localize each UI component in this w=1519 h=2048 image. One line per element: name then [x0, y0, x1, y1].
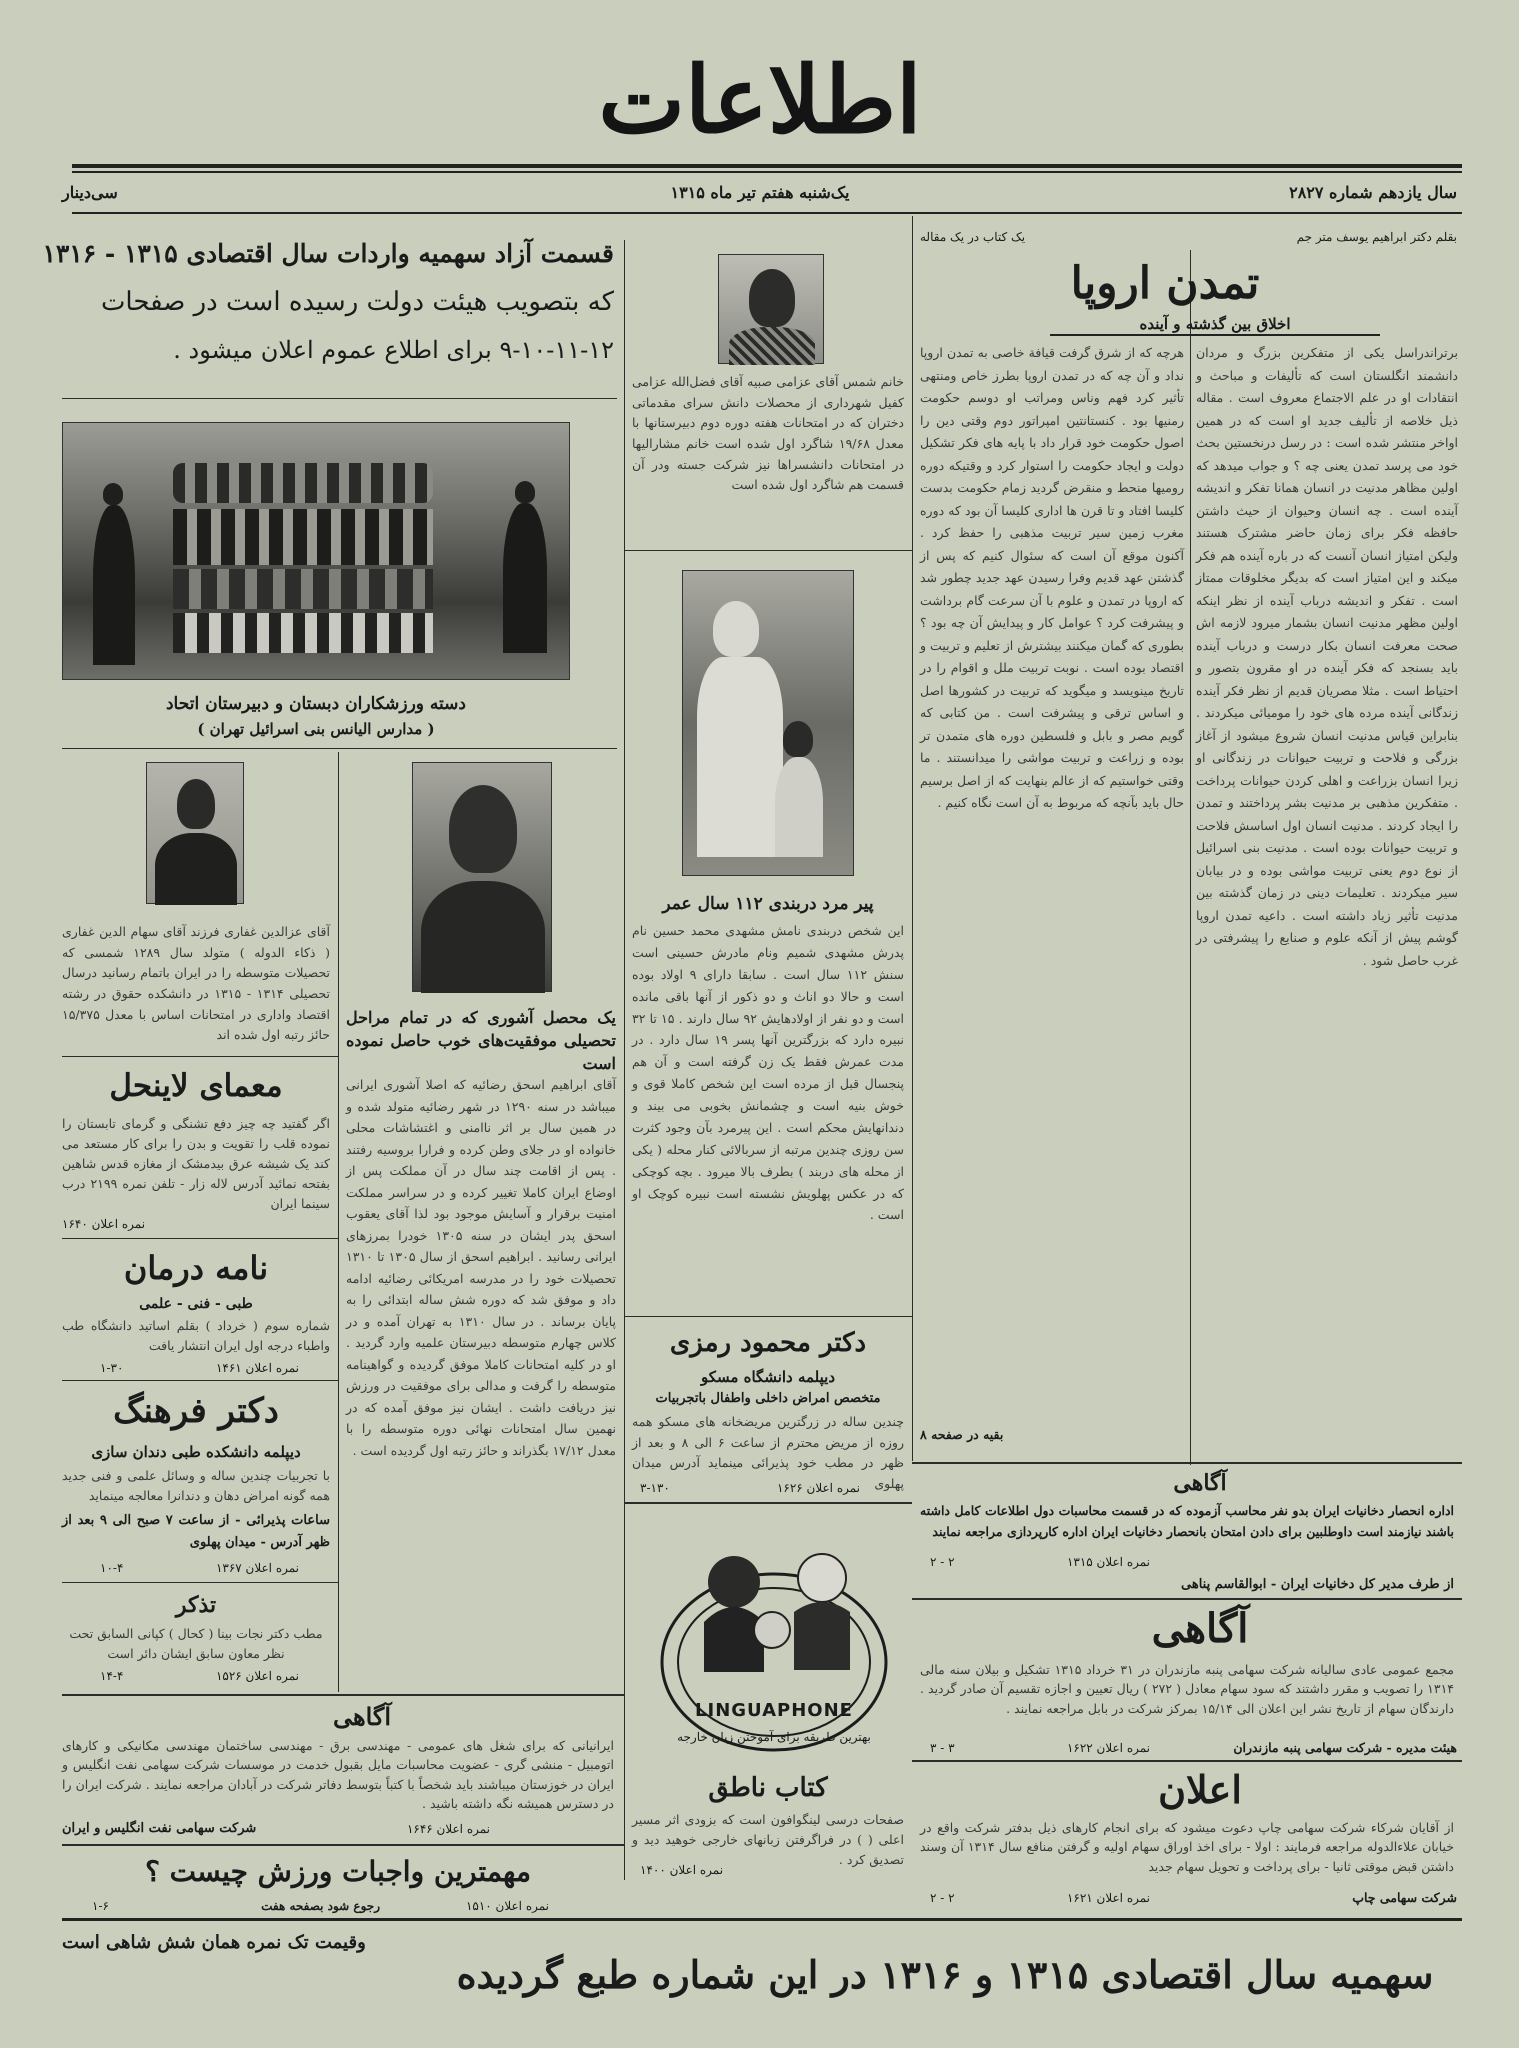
reminder-notice-no: نمره اعلان ۱۵۲۶: [215, 1669, 299, 1683]
issue-info: سال یازدهم شماره ۲۸۲۷: [1289, 183, 1457, 202]
reminder-title: تذکر: [175, 1592, 217, 1618]
medicine-line-1: طبی - فنی - علمی: [139, 1296, 253, 1312]
dentist-subtitle: دیپلمه دانشکده طبی دندان سازی: [91, 1443, 301, 1461]
enigma-title: معمای لاینحل: [109, 1068, 283, 1104]
sport-headline: مهمترین واجبات ورزش چیست ؟: [145, 1855, 531, 1888]
budget-line-3: ۹-۱۰-۱۱-۱۲ برای اطلاع عموم اعلان میشود .: [173, 336, 614, 364]
europe-byline: بقلم دکتر ابراهیم یوسف متر جم: [1296, 230, 1457, 244]
mazandaran-title: آگاهی: [1151, 1605, 1249, 1652]
doctor-line-2: متخصص امراض داخلی واطفال باتجربیات: [655, 1391, 881, 1406]
print-notice-no: نمره اعلان ۱۶۲۱: [1066, 1891, 1150, 1905]
print-notice-code: ۲ - ۲: [930, 1891, 955, 1905]
mazandaran-code: ۳ - ۳: [930, 1741, 955, 1755]
medicine-body: شماره سوم ( خرداد ) بقلم اساتید دانشگاه طب واطباء درجه اول ایران انتشار یافت: [62, 1318, 330, 1353]
girl-caption: خانم شمس آقای عزامی صبیه آقای فضل‌الله عزامی کفیل شهرداری از محصلات دانش سرای مقدماتی دختران که در امتحانات هفته دوره دوم دبیرستانها با معدل ۱۹/۶۸ شاگرد اول شده است خانم مشارالیها در امتحانات دانشسراها نیز شرکت جسته ودر آن قسمت هم شاگرد اول شده است: [632, 374, 904, 493]
oil-notice-signature: شرکت سهامی نفت انگلیس و ایران: [62, 1821, 257, 1836]
footer-headline: سهمیه سال اقتصادی ۱۳۱۵ و ۱۳۱۶ در این شماره طبع گردیده: [456, 1952, 1434, 1997]
column-divider: [1190, 250, 1191, 1465]
europe-continued: بقیه در صفحه ۸: [920, 1427, 1004, 1442]
old-man-body: این شخص دربندی نامش مشهدی محمد حسین نام پدرش مشهدی شمیم ونام مادرش حسینی است سنش ۱۱۲ سال است . سابقا دارای ۹ اولاد بوده است و حالا دو اناث و دو ذکور از آنها باقی مانده است و دو نفر از اولادهایش ۹۲ سال دارند . ۱۵ تا ۳۲ نبیره دارد که بزرگترین آنها پسر ۱۹ سال دارد . در مدت عمرش فقط یک زن گرفته است و آن هم پنجسال قبل از مرده است این شخص کاملا قوی و خوش بنیه است و چشمانش بخوبی می بیند و دندانهایش محکم است . این پیرمرد بآن وجود کثرت سن روزی چندین مرتبه از سربالائی کنار محله ( یکی از محله های دربند ) بطرف بالا میرود . بچه کوچکی که در عکس پهلویش نشسته است نبیره کوچک او است .: [632, 923, 904, 1223]
doctor-notice-no: نمره اعلان ۱۶۲۶: [776, 1481, 860, 1495]
mazandaran-body: مجمع عمومی عادی سالیانه شرکت سهامی پنبه مازندران در ۳۱ خرداد ۱۳۱۵ تشکیل و بیلان سنه مالی ۱۳۱۴ را تصویب و مقرر داشتند که سود سهام معادل ( ۲۷۲ ) ریال تعیین و اجازه تقسیم آن صادر گردید . دارندگان سهام از تاریخ نشر این اعلان الی ۱۵/۱۴ بمرکز شرکت در بابل مراجعه نمایند .: [920, 1662, 1454, 1716]
doctor-name: دکتر محمود رمزی: [669, 1328, 867, 1358]
medicine-title: نامه درمان: [123, 1249, 269, 1287]
enigma-notice-no: نمره اعلان ۱۶۴۰: [62, 1217, 146, 1231]
column-divider: [338, 752, 339, 1692]
sport-code: ۱-۶: [92, 1899, 109, 1913]
linguaphone-brand: LINGUAPHONE: [695, 1700, 853, 1721]
budget-line-2: که بتصویب هیئت دولت رسیده است در صفحات: [100, 287, 614, 317]
europe-subtitle: اخلاق بین گذشته و آینده: [1050, 312, 1380, 336]
team-photo: [62, 422, 570, 680]
mazandaran-signature: هیئت مدیره - شرکت سهامی پنبه مازندران: [1233, 1740, 1457, 1755]
medicine-notice-no: نمره اعلان ۱۴۶۱: [215, 1361, 299, 1375]
oil-notice-title: آگاهی: [332, 1702, 392, 1731]
europe-column-left: هرچه که از شرق گرفت قیافة خاصی به تمدن اروپا نداد و آن چه که در تمدن اروپا بطرز خاص ومنتهی تأثیر کرد فهم وناس ومراتب او دوسم حکومت رمنیها بود . کنستانتین امپراتور دوم وقتی دین را اصول حکومت خود قرار داد با پایه های فکر تشکیل دولت و ایجاد حکومت را استوار کرد و وقتیکه دوره رومیها منحط و منقرض گردید زمام حکومت بدست کلیسا افتاد و تا قرن ها اداری کلیسا آن بود که دوره مغرب زمین سیر تربیت مذهبی را حفظ کرد . آکنون موقع آن است که سئوال کنیم که پس از گذشتن عهد قدیم وفرا رسیدن عهد جدید چطور شد که اروپا در تمدن و علوم با آن سرعت گام برداشت و پیشرفت کرد ؟ عوامل کار و پیدایش آن چه بود ؟ بطوری که گمان میکنند بیشترش از تعلیم و تربیت و اقتصاد بوده است . نوبت تربیت ملل و اقوام را در تاریخ مینویسد و میگوید که تربیت در کشورها اصل و اساس ترقی و پیشرفت است . من کتابی که گویم مصر و بابل و فلسطین دوره های متمدن تر بوده و زراعت و تربیت مواشی را میدانستند . ما وقتی خواستیم که از عالم بنهایت که از اصل برسیم حال باید بآنچه که مربوط به آن است نگاه کنیم .: [920, 345, 1184, 810]
dentist-body: با تجربیات چندین ساله و وسائل علمی و فنی جدید همه گونه امراض دهان و دندانرا معالجه مینماید: [62, 1468, 330, 1503]
team-caption-2: ( مدارس الیانس بنی اسرائیل تهران ): [197, 720, 435, 738]
ghaffari-photo: [146, 762, 244, 904]
dentist-code: ۱۰-۴: [100, 1561, 124, 1575]
print-notice-body: از آقایان شرکاء شرکت سهامی چاپ دعوت میشود که برای انجام کارهای ذیل بدفتر شرکت واقع در خیابان علاءالدوله مراجعه فرمایند : اولا - برای اخذ اوراق سهام اولیه و گرفتن منافع سال ۱۳۱۴ آن وسند داشتن قبض موقتی ثانیا - برای پرداخت و تحویل سهام جدید: [920, 1820, 1454, 1874]
masthead-rule-bottom: [72, 171, 1462, 173]
tobacco-signature: از طرف مدیر کل دخانیات ایران - ابوالقاسم پناهی: [1181, 1577, 1454, 1592]
tobacco-notice-no: نمره اعلان ۱۳۱۵: [1066, 1555, 1150, 1569]
oil-notice-no: نمره اعلان ۱۶۴۶: [406, 1822, 490, 1836]
print-notice-signature: شرکت سهامی چاپ: [1352, 1890, 1457, 1905]
sport-note: رجوع شود بصفحه هفت: [261, 1899, 380, 1913]
old-man-headline: پیر مرد دربندی ۱۱۲ سال عمر: [662, 894, 874, 914]
linguaphone-notice-no: نمره اعلان ۱۴۰۰: [640, 1863, 724, 1877]
dentist-title: دکتر فرهنگ: [113, 1391, 279, 1431]
budget-line-1: قسمت آزاد سهمیه واردات سال اقتصادی ۱۳۱۵ - ۱۳۱۶: [42, 239, 614, 268]
print-notice-title: اعلان: [1158, 1767, 1242, 1812]
masthead-title: اطلاعات: [598, 46, 922, 154]
tobacco-body: اداره انحصار دخانیات ایران بدو نفر محاسب آزموده که در قسمت محاسبات دول اطلاعات کامل داشته باشند نیازمند است داوطلبین برای دادن امتحان بانحصار دخانیات ایران اداره کارپردازی مراجعه نمایند: [920, 1503, 1454, 1540]
masthead-rule-top: [72, 164, 1462, 168]
dentist-hours: ساعات پذیرائی - از ساعت ۷ صبح الی ۹ بعد از ظهر آدرس - میدان پهلوی: [62, 1513, 330, 1551]
tobacco-code: ۲ - ۲: [930, 1555, 955, 1569]
column-divider: [624, 240, 625, 1880]
europe-title: تمدن اروپا: [1070, 258, 1260, 309]
linguaphone-title: کتاب ناطق: [708, 1773, 828, 1803]
doctor-body: چندین ساله در زرگترین مریضخانه های مسکو همه روزه از مریض محترم از ساعت ۶ الی ۸ و بعد از ظهر در مطب خود پذیرائی مینماید آدرس میدان پهلوی: [632, 1414, 904, 1491]
footer-price-note: وقیمت تک نمره همان شش شاهی است: [62, 1932, 366, 1953]
sport-notice-no: نمره اعلان ۱۵۱۰: [465, 1899, 549, 1913]
linguaphone-ring-text: بهترین طریقه برای آموختن زبان خارجه: [677, 1730, 871, 1744]
issue-date: یک‌شنبه هفتم تیر ماه ۱۳۱۵: [670, 183, 850, 202]
issue-price: سی‌دینار: [62, 183, 118, 202]
medicine-code: ۱-۳۰: [100, 1361, 124, 1375]
enigma-body: اگر گفتید چه چیز دفع تشنگی و گرمای تابستان را نموده قلب را تقویت و بدن را برای کار مستعد می کند یک شیشه عرق بیدمشک از مغازه قدس شاهین بفتحه نمائید آدرس لاله زار - تلفن نمره ۲۱۹۹ درب سینما ایران: [62, 1116, 330, 1211]
reminder-code: ۱۴-۴: [100, 1669, 124, 1683]
ashouri-photo: [412, 762, 552, 992]
ashouri-headline: یک محصل آشوری که در تمام مراحل تحصیلی موفقیت‌های خوب حاصل نموده است: [346, 1008, 616, 1074]
reminder-body: مطب دکتر نجات بینا ( کحال ) کپانی السابق تحت نظر معاون سابق ایشان دائر است: [69, 1626, 323, 1661]
ashouri-body: آقای ابراهیم اسحق رضائیه که اصلا آشوری ایرانی میباشد در سنه ۱۲۹۰ در شهر رضائیه متولد شده و در همین سال بر اثر ناامنی و اغتشاشات محلی خانواده او در جلای وطن کرده و فرارا بروسیه رفتند . پس از اقامت چند سال در آن مملکت پس از اوضاع ایران کاملا تغییر کرده و در سراسر مملکت امنیت برقرار و آسایش موجود بود لذا آقای یعقوب اسحق پدر ایشان در سنه ۱۳۰۵ خودرا بمرزهای ایرانی رسانید . ابراهیم اسحق از سال ۱۳۰۵ تا ۱۳۱۰ تحصیلات خود را در مدرسه امریکائی رضائیه ادامه داد و موفق شد که دوره شش ساله ابتدائی را به پایان برساند . در سال ۱۳۱۰ به تهران آمده و در کلاس چهارم متوسطه دبیرستان علمیه وارد گردید . او در کلیه امتحانات کاملا موفق گردیده و گواهینامه متوسطه را گرفت و مدالی برای موفقیت در ورزش نیز دریافت داشت . ایشان نیز موفق آمده که در نهمین سال امتحانات نهائی دوره متوسطه را با معدل ۱۷/۱۲ بگذراند و حائز رتبه اول گردیده است .: [346, 1077, 617, 1458]
girl-photo: [718, 254, 824, 364]
footer-rule: [62, 1918, 1462, 1921]
oil-notice-body: ایرانیانی که برای شغل های عمومی - مهندسی برق - مهندسی ساختمان مهندسی مکانیکی و کارهای اتومبیل - منشی گری - عضویت محاسبات مایل بقبول خدمت در موسسات شرکت سهامی نفت انگلیس و ایران در خوزستان میباشند باید شخصاً با کتباً بتوسط دفاتر شرکت در آبادان مراجعه نمایند . شرکت ایران را در دسترس همیشه نگه داشته باشید .: [62, 1738, 614, 1812]
column-divider: [912, 216, 913, 1461]
doctor-line-1: دیپلمه دانشگاه مسکو: [700, 1368, 836, 1386]
linguaphone-body: صفحات درسی لینگوافون است که بزودی اثر مسیر اعلی ( ) در فراگرفتن زبانهای خارجی خوهید دید و تصدیق کرد .: [632, 1812, 904, 1867]
budget-notice: [42, 232, 614, 382]
europe-column-right: برتراندراسل یکی از متفکرین بزرگ و مردان دانشمند انگلستان است که تألیفات و مباحث و انتقادات او در علم الاجتماع معروف است . مقاله ذیل خلاصه از تألیف جدید او است که در همین اواخر منتشر شده است : در رسل درنخستین بحث خود می پرسد تمدن یعنی چه ؟ و جواب میدهد که اولین مظاهر مدنیت در انسان همانا تفکر و اندیشه آینده است . چه انسان وحیوان از حیث داشتن حافظه فکر برای زمان حاضر مشترک هستند ولیکن امتیاز انسان آنست که در باره آینده هم فکر میکند و این امتیاز است که بدیگر مخلوقات ممتاز است . تفکر و اندیشه درباب آینده از نظر اینکه اولین مظهر مدنیت انسان بشمار میرود لازمه اش صحت معرفت انسان بکار درست و درباب آینده باید بسنجد که فکر آینده در او مقرون بتصور و احتیاط است . مثلا مصریان قدیم از نظر فکر آینده زندگانی آینده مرده های خود را مومیائی میکردند . بنابراین قیاس مدنیت انسان شروع میشود از آغاز بزرگی و فلاحت و تربیت حیوانات در زندگانی او زیرا انسان بزراعت و اهلی کردن حیوانات پرداخت . متفکرین مذهبی بر مدنیت بشر پرداختند و تمدن را ایجاد کردند . مدنیت انسان اول اساسش فلاحت و تربیت حیوانات بوده است . مدنیت بنی اسرائیل از نوع دوم یعنی تربیت مواشی بوده و در بیابان سیر میکردند . تعلیمات دینی در زمان گذشته بین مدنیت تأثیر زیاد داشته است . داعیه تمدن اروپا گوشم پیش از آنکه علوم و صنایع را پیشرفتی در غرب حاصل شود .: [1196, 345, 1458, 968]
old-man-photo: [682, 570, 854, 876]
europe-kicker: یک کتاب در یک مقاله: [920, 230, 1026, 244]
ghaffari-caption: آقای عزالدین غفاری فرزند آقای سهام الدین غفاری ( ذکاء الدوله ) متولد سال ۱۲۸۹ شمسی که تحصیلات متوسطه را در ایران باتمام رسانید درسال تحصیلی ۱۳۱۴ - ۱۳۱۵ در دانشکده حقوق در رشته اقتصاد واداری در امتحانات اساس با معدل ۱۵/۳۷۵ حائز رتبه اول شده اند: [62, 924, 330, 1043]
tobacco-title: آگاهی: [1173, 1470, 1227, 1496]
mazandaran-notice-no: نمره اعلان ۱۶۲۲: [1066, 1741, 1150, 1755]
date-rule: [72, 212, 1462, 214]
team-caption-1: دسته ورزشکاران دبستان و دبیرستان اتحاد: [165, 694, 466, 714]
doctor-code: ۳-۱۳۰: [640, 1481, 670, 1495]
dentist-notice-no: نمره اعلان ۱۳۶۷: [215, 1561, 299, 1575]
